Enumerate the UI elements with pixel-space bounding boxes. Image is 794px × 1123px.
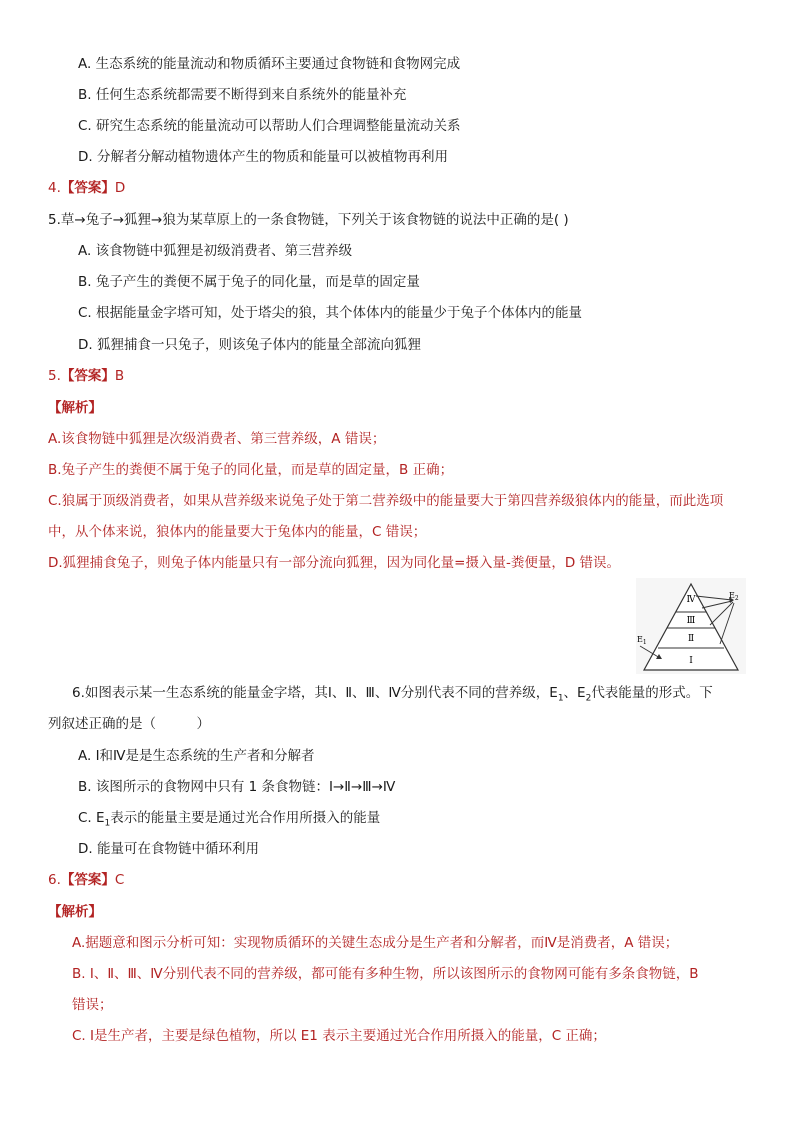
q4-answer-label: 【答案】: [60, 180, 115, 196]
q4-option-b: B. 任何生态系统都需要不断得到来自系统外的能量补充: [78, 87, 407, 103]
q6-analysis-line: 错误；: [72, 997, 113, 1013]
level-3-label: Ⅲ: [686, 616, 696, 626]
level-1-label: Ⅰ: [689, 656, 693, 666]
q4-option-a: A. 生态系统的能量流动和物质循环主要通过食物链和食物网完成: [78, 56, 461, 72]
q5-option-c: C. 根据能量金字塔可知，处于塔尖的狼，其个体体内的能量少于兔子个体体内的能量: [78, 305, 583, 321]
q5-stem: 5.草→兔子→狐狸→狼为某草原上的一条食物链，下列关于该食物链的说法中正确的是( ): [48, 212, 569, 228]
q4-answer-number: 4.: [48, 180, 61, 196]
q4-answer-letter: D: [114, 180, 126, 196]
q6-stem-continued: 列叙述正确的是（ ）: [48, 716, 210, 732]
q4-answer: [48, 178, 125, 198]
q5-option-b: B. 兔子产生的粪便不属于兔子的同化量，而是草的固定量: [78, 274, 420, 290]
q5-answer-letter: B: [114, 368, 125, 384]
q6-analysis-line: B. Ⅰ、Ⅱ、Ⅲ、Ⅳ分别代表不同的营养级，都可能有多种生物，所以该图所示的食物网可能有多条食物链，B: [72, 966, 699, 982]
q5-analysis-line: A.该食物链中狐狸是次级消费者、第三营养级，A 错误；: [48, 431, 386, 447]
q6-analysis-line: C. Ⅰ是生产者，主要是绿色植物，所以 E1 表示主要通过光合作用所摄入的能量，C 正确；: [72, 1028, 606, 1044]
q5-option-d: D. 狐狸捕食一只兔子，则该兔子体内的能量全部流向狐狸: [78, 337, 421, 353]
q5-answer-number: 5.: [48, 368, 61, 384]
q6-option-b: B. 该图所示的食物网中只有 1 条食物链：Ⅰ→Ⅱ→Ⅲ→Ⅳ: [78, 779, 396, 795]
q6-analysis-line: A.据题意和图示分析可知：实现物质循环的关键生态成分是生产者和分解者，而Ⅳ是消费者，A 错误；: [72, 935, 679, 951]
e2-label: $E_2$: [729, 591, 739, 602]
q6-answer-letter: C: [114, 872, 125, 888]
q5-answer: [48, 366, 124, 386]
e1-label: $E_1$: [637, 635, 647, 646]
q5-analysis-line: 中，从个体来说，狼体内的能量要大于兔体内的能量，C 错误；: [48, 524, 427, 540]
level-4-label: Ⅳ: [686, 595, 696, 605]
q5-option-a: A. 该食物链中狐狸是初级消费者、第三营养级: [78, 243, 353, 259]
q6-answer-number: 6.: [48, 872, 61, 888]
q6-answer: [48, 870, 124, 890]
q6-analysis-title: 【解析】: [48, 904, 102, 920]
q6-option-d: D. 能量可在食物链中循环利用: [78, 841, 259, 857]
q5-analysis-line: C.狼属于顶级消费者，如果从营养级来说兔子处于第二营养级中的能量要大于第四营养级狼体内的能量，而此选项: [48, 493, 724, 509]
q6-option-a: A. Ⅰ和Ⅳ是是生态系统的生产者和分解者: [78, 748, 315, 764]
q4-option-d: D. 分解者分解动植物遗体产生的物质和能量可以被植物再利用: [78, 149, 448, 165]
q5-analysis-line: D.狐狸捕食兔子，则兔子体内能量只有一部分流向狐狸，因为同化量=摄入量-粪便量，D 错误。: [48, 555, 621, 571]
level-2-label: Ⅱ: [687, 634, 695, 644]
energy-pyramid-figure: [636, 578, 746, 674]
q5-answer-label: 【答案】: [60, 368, 115, 384]
q6-stem: 6.如图表示某一生态系统的能量金字塔，其Ⅰ、Ⅱ、Ⅲ、Ⅳ分别代表不同的营养级，$E_1$、$E_2$代表能量的形式。下: [72, 685, 713, 704]
q5-analysis-line: B.兔子产生的粪便不属于兔子的同化量，而是草的固定量，B 正确；: [48, 462, 454, 478]
q6-answer-label: 【答案】: [60, 872, 115, 888]
q4-option-c: C. 研究生态系统的能量流动可以帮助人们合理调整能量流动关系: [78, 118, 461, 134]
q6-option-c: C. $E_1$表示的能量主要是通过光合作用所摄入的能量: [78, 810, 381, 829]
q5-analysis-title: 【解析】: [48, 400, 102, 416]
